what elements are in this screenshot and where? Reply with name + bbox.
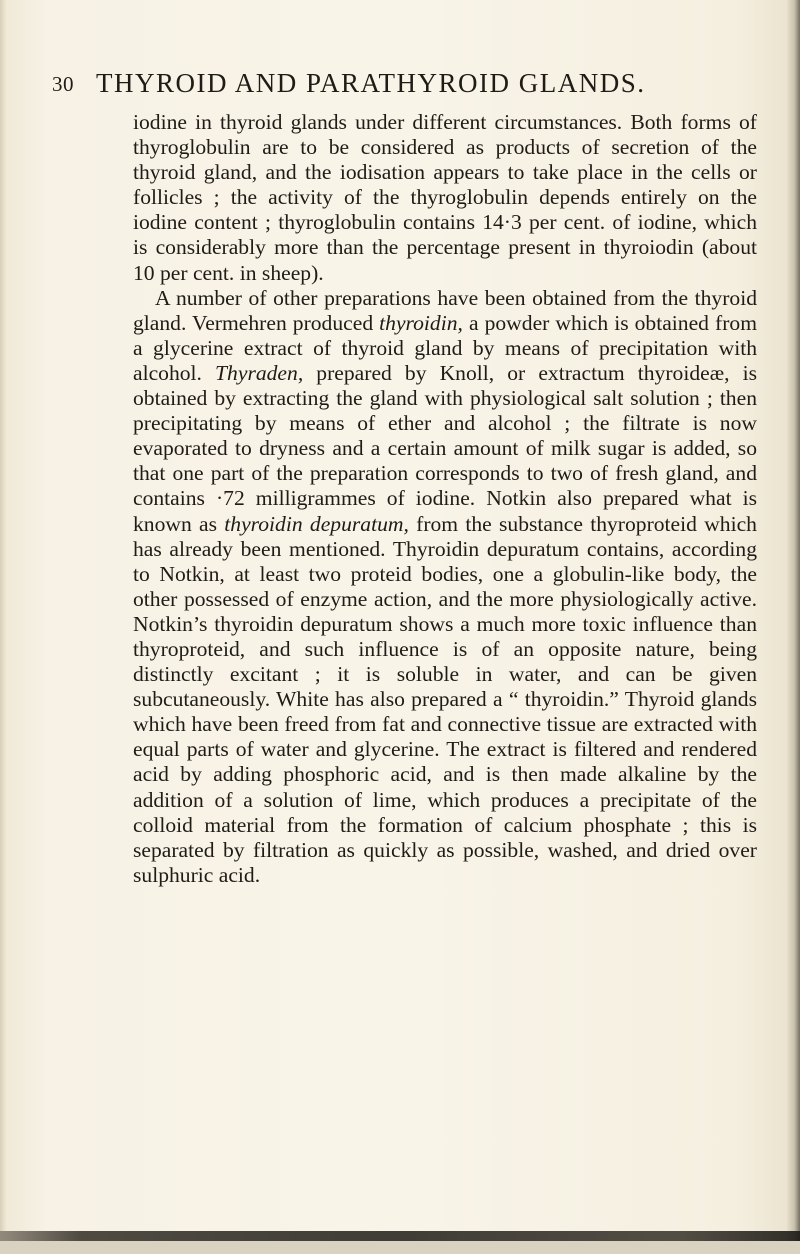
- term-thyroidin-depuratum: thyroidin depuratum,: [224, 511, 409, 536]
- paragraph-continuation: iodine in thyroid glands under different circumstances. Both forms of thyroglobulin are to be considered as products of secretion of the thyroid gland, and the iodisation appears to take place in the cells or follicles ; the activity of the thyroglobulin depends entirely on the iodine content ; thyroglobulin contains 14·3 per cent. of iodine, which is considerably more than the percentage present in thyroiodin (about 10 per cent. in sheep).: [133, 110, 757, 285]
- page-bottom-strip: [0, 1241, 800, 1254]
- text-segment: A number of other preparations have been obtained from the thyroid gland. Vermehren produced: [133, 285, 757, 335]
- running-title: THYROID AND PARATHYROID GLANDS.: [96, 68, 646, 98]
- page-bottom-edge: [0, 1231, 800, 1241]
- text-segment: a powder which is obtained from a glycerine extract of thyroid gland by means of precipitation with alcohol.: [133, 310, 757, 385]
- term-thyraden: Thyraden,: [215, 360, 304, 385]
- page-number: 30: [52, 72, 74, 96]
- text-segment: from the substance thyroproteid which has already been mentioned. Thyroidin depuratum contains, according to Notkin, at least two proteid bodies, one a globulin-like body, the other possessed of enzyme action, and the more physiologically active. Notkin’s thyroidin depuratum shows a much more toxic influence than thyroproteid, and such influence is of an opposite nature, being distinctly excitant ; it is soluble in water, and can be given subcutaneously. White has also prepared a “ thyroidin.” Thyroid glands which have been freed from fat and connective tissue are extracted with equal parts of water and glycerine. The extract is filtered and rendered acid by adding phosphoric acid, and is then made alkaline by the addition of a solution of lime, which produces a precipitate of the colloid material from the formation of calcium phosphate ; this is separated by filtration as quickly as possible, washed, and dried over sulphuric acid.: [133, 511, 757, 887]
- body-text: [133, 110, 757, 888]
- page-header: [52, 68, 752, 108]
- page-left-edge: [0, 0, 6, 1254]
- term-thyroidin: thyroidin,: [379, 310, 463, 335]
- paragraph-preparations: [133, 286, 757, 888]
- page-binding-shadow: [786, 0, 800, 1254]
- text-segment: prepared by Knoll, or extractum thyroideæ, is obtained by extracting the gland with physiological salt solution ; then precipitating by means of ether and alcohol ; the filtrate is now evaporated to dryness and a certain amount of milk sugar is added, so that one part of the preparation corresponds to two of fresh gland, and contains ·72 milligrammes of iodine. Notkin also prepared what is known as: [133, 360, 757, 536]
